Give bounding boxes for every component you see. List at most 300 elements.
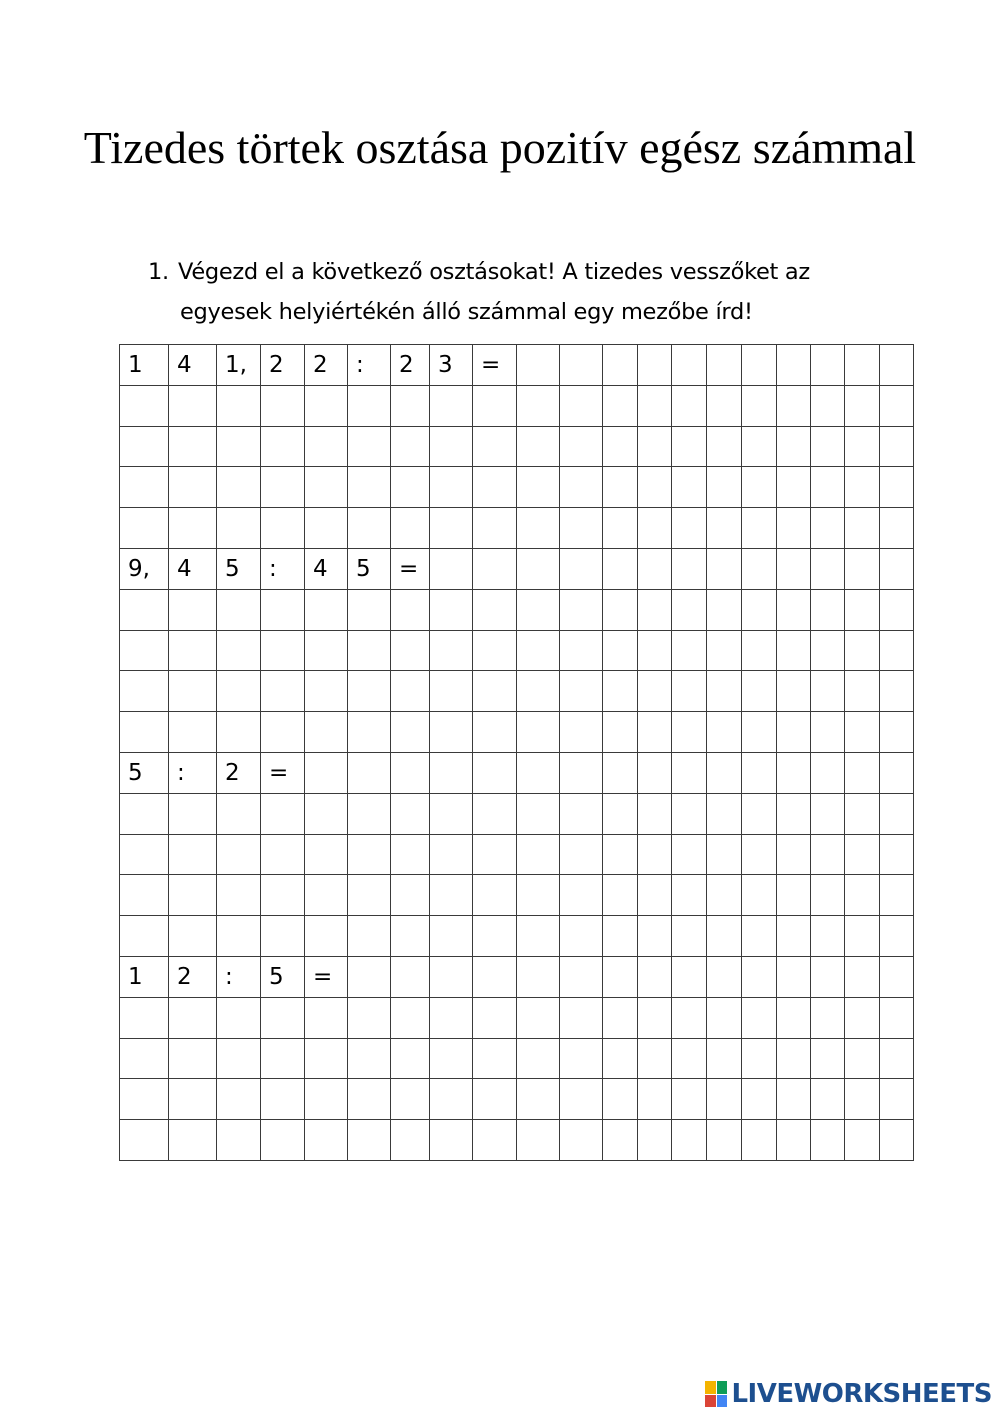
grid-cell-input[interactable] — [120, 1120, 169, 1161]
grid-cell-input[interactable] — [672, 508, 707, 549]
grid-cell-input[interactable] — [560, 467, 603, 508]
grid-cell-input[interactable] — [672, 712, 707, 753]
grid-cell-input[interactable] — [391, 793, 430, 834]
grid-cell-input[interactable] — [560, 671, 603, 712]
grid-cell-input[interactable] — [261, 834, 305, 875]
grid-cell-input[interactable] — [348, 752, 391, 793]
grid-cell-input[interactable] — [169, 467, 217, 508]
grid-cell-input[interactable] — [777, 671, 811, 712]
grid-cell-input[interactable] — [603, 630, 638, 671]
grid-cell-input[interactable] — [811, 385, 845, 426]
grid-cell-input[interactable] — [169, 385, 217, 426]
grid-cell-input[interactable] — [261, 997, 305, 1038]
grid-cell-input[interactable] — [707, 467, 742, 508]
grid-cell-input[interactable] — [261, 508, 305, 549]
grid-cell-input[interactable] — [430, 916, 473, 957]
grid-cell-input[interactable] — [742, 548, 777, 589]
grid-cell-input[interactable] — [638, 834, 672, 875]
grid-cell-input[interactable] — [880, 548, 914, 589]
grid-cell-input[interactable] — [473, 834, 517, 875]
grid-cell-input[interactable] — [845, 630, 880, 671]
grid-cell-input[interactable] — [120, 467, 169, 508]
grid-cell-input[interactable] — [603, 508, 638, 549]
grid-cell-input[interactable] — [120, 1038, 169, 1079]
grid-cell-input[interactable] — [742, 385, 777, 426]
grid-cell-input[interactable] — [672, 793, 707, 834]
grid-cell-input[interactable] — [707, 345, 742, 386]
grid-cell-input[interactable] — [880, 426, 914, 467]
grid-cell-input[interactable] — [261, 426, 305, 467]
grid-cell-input[interactable] — [560, 345, 603, 386]
grid-cell-input[interactable] — [811, 548, 845, 589]
grid-cell-input[interactable] — [811, 1079, 845, 1120]
grid-cell-input[interactable] — [845, 875, 880, 916]
grid-cell-input[interactable] — [672, 997, 707, 1038]
grid-cell-input[interactable] — [391, 1120, 430, 1161]
grid-cell-input[interactable] — [811, 1038, 845, 1079]
grid-cell-input[interactable] — [348, 1120, 391, 1161]
grid-cell-input[interactable] — [777, 467, 811, 508]
grid-cell-input[interactable] — [560, 875, 603, 916]
grid-cell-input[interactable] — [217, 997, 261, 1038]
grid-cell-input[interactable] — [517, 875, 560, 916]
grid-cell-input[interactable] — [391, 1038, 430, 1079]
grid-cell-input[interactable] — [638, 426, 672, 467]
grid-cell-input[interactable] — [845, 752, 880, 793]
grid-cell-input[interactable] — [603, 1079, 638, 1120]
grid-cell-input[interactable] — [672, 385, 707, 426]
grid-cell-input[interactable] — [845, 834, 880, 875]
grid-cell-input[interactable] — [880, 508, 914, 549]
grid-cell-input[interactable] — [473, 671, 517, 712]
grid-cell-input[interactable] — [261, 712, 305, 753]
grid-cell-input[interactable] — [811, 508, 845, 549]
grid-cell-input[interactable] — [473, 467, 517, 508]
grid-cell-input[interactable] — [430, 508, 473, 549]
grid-cell-input[interactable] — [473, 997, 517, 1038]
grid-cell-input[interactable] — [348, 385, 391, 426]
grid-cell-input[interactable] — [169, 1120, 217, 1161]
grid-cell-input[interactable] — [169, 426, 217, 467]
grid-cell-input[interactable] — [880, 793, 914, 834]
grid-cell-input[interactable] — [305, 875, 348, 916]
grid-cell-input[interactable] — [638, 630, 672, 671]
grid-cell-input[interactable] — [560, 1079, 603, 1120]
grid-cell-input[interactable] — [880, 875, 914, 916]
grid-cell-input[interactable] — [217, 426, 261, 467]
grid-cell-input[interactable] — [672, 671, 707, 712]
grid-cell-input[interactable] — [560, 1120, 603, 1161]
grid-cell-input[interactable] — [391, 508, 430, 549]
grid-cell-input[interactable] — [391, 752, 430, 793]
grid-cell-input[interactable] — [430, 548, 473, 589]
grid-cell-input[interactable] — [560, 508, 603, 549]
grid-cell-input[interactable] — [603, 548, 638, 589]
grid-cell-input[interactable] — [845, 548, 880, 589]
grid-cell-input[interactable] — [742, 712, 777, 753]
grid-cell-input[interactable] — [473, 712, 517, 753]
grid-cell-input[interactable] — [707, 712, 742, 753]
grid-cell-input[interactable] — [261, 1038, 305, 1079]
grid-cell-input[interactable] — [707, 671, 742, 712]
grid-cell-input[interactable] — [517, 345, 560, 386]
grid-cell-input[interactable] — [742, 793, 777, 834]
grid-cell-input[interactable] — [348, 834, 391, 875]
grid-cell-input[interactable] — [811, 630, 845, 671]
grid-cell-input[interactable] — [348, 712, 391, 753]
grid-cell-input[interactable] — [560, 916, 603, 957]
grid-cell-input[interactable] — [845, 385, 880, 426]
grid-cell-input[interactable] — [560, 630, 603, 671]
grid-cell-input[interactable] — [430, 671, 473, 712]
grid-cell-input[interactable] — [217, 385, 261, 426]
grid-cell-input[interactable] — [517, 997, 560, 1038]
grid-cell-input[interactable] — [217, 1120, 261, 1161]
grid-cell-input[interactable] — [430, 793, 473, 834]
grid-cell-input[interactable] — [391, 1079, 430, 1120]
grid-cell-input[interactable] — [473, 1038, 517, 1079]
grid-cell-input[interactable] — [560, 793, 603, 834]
grid-cell-input[interactable] — [305, 1038, 348, 1079]
grid-cell-input[interactable] — [672, 426, 707, 467]
grid-cell-input[interactable] — [473, 956, 517, 997]
grid-cell-input[interactable] — [517, 589, 560, 630]
grid-cell-input[interactable] — [169, 712, 217, 753]
grid-cell-input[interactable] — [845, 956, 880, 997]
grid-cell-input[interactable] — [120, 385, 169, 426]
grid-cell-input[interactable] — [517, 956, 560, 997]
grid-cell-input[interactable] — [430, 589, 473, 630]
grid-cell-input[interactable] — [517, 793, 560, 834]
grid-cell-input[interactable] — [707, 508, 742, 549]
grid-cell-input[interactable] — [880, 752, 914, 793]
grid-cell-input[interactable] — [742, 916, 777, 957]
grid-cell-input[interactable] — [707, 630, 742, 671]
grid-cell-input[interactable] — [348, 1038, 391, 1079]
grid-cell-input[interactable] — [391, 426, 430, 467]
grid-cell-input[interactable] — [517, 712, 560, 753]
grid-cell-input[interactable] — [742, 875, 777, 916]
grid-cell-input[interactable] — [742, 671, 777, 712]
grid-cell-input[interactable] — [120, 916, 169, 957]
grid-cell-input[interactable] — [845, 589, 880, 630]
grid-cell-input[interactable] — [707, 997, 742, 1038]
grid-cell-input[interactable] — [777, 508, 811, 549]
grid-cell-input[interactable] — [430, 630, 473, 671]
grid-cell-input[interactable] — [120, 793, 169, 834]
grid-cell-input[interactable] — [473, 1079, 517, 1120]
grid-cell-input[interactable] — [707, 1120, 742, 1161]
grid-cell-input[interactable] — [777, 345, 811, 386]
grid-cell-input[interactable] — [707, 426, 742, 467]
grid-cell-input[interactable] — [348, 916, 391, 957]
grid-cell-input[interactable] — [217, 712, 261, 753]
grid-cell-input[interactable] — [845, 712, 880, 753]
grid-cell-input[interactable] — [777, 385, 811, 426]
grid-cell-input[interactable] — [430, 1079, 473, 1120]
grid-cell-input[interactable] — [707, 916, 742, 957]
grid-cell-input[interactable] — [169, 834, 217, 875]
grid-cell-input[interactable] — [880, 1038, 914, 1079]
grid-cell-input[interactable] — [473, 875, 517, 916]
grid-cell-input[interactable] — [777, 997, 811, 1038]
grid-cell-input[interactable] — [707, 1079, 742, 1120]
grid-cell-input[interactable] — [845, 1038, 880, 1079]
grid-cell-input[interactable] — [261, 467, 305, 508]
grid-cell-input[interactable] — [305, 426, 348, 467]
grid-cell-input[interactable] — [603, 345, 638, 386]
grid-cell-input[interactable] — [845, 467, 880, 508]
grid-cell-input[interactable] — [217, 916, 261, 957]
grid-cell-input[interactable] — [473, 548, 517, 589]
grid-cell-input[interactable] — [672, 916, 707, 957]
grid-cell-input[interactable] — [603, 589, 638, 630]
grid-cell-input[interactable] — [517, 385, 560, 426]
grid-cell-input[interactable] — [261, 916, 305, 957]
grid-cell-input[interactable] — [742, 589, 777, 630]
grid-cell-input[interactable] — [880, 997, 914, 1038]
grid-cell-input[interactable] — [742, 467, 777, 508]
grid-cell-input[interactable] — [430, 467, 473, 508]
grid-cell-input[interactable] — [777, 834, 811, 875]
grid-cell-input[interactable] — [305, 589, 348, 630]
grid-cell-input[interactable] — [348, 467, 391, 508]
grid-cell-input[interactable] — [880, 916, 914, 957]
grid-cell-input[interactable] — [742, 1079, 777, 1120]
grid-cell-input[interactable] — [707, 956, 742, 997]
grid-cell-input[interactable] — [169, 997, 217, 1038]
grid-cell-input[interactable] — [845, 426, 880, 467]
grid-cell-input[interactable] — [707, 834, 742, 875]
grid-cell-input[interactable] — [811, 997, 845, 1038]
grid-cell-input[interactable] — [261, 385, 305, 426]
grid-cell-input[interactable] — [430, 1120, 473, 1161]
grid-cell-input[interactable] — [261, 1120, 305, 1161]
grid-cell-input[interactable] — [777, 712, 811, 753]
grid-cell-input[interactable] — [638, 752, 672, 793]
grid-cell-input[interactable] — [880, 630, 914, 671]
grid-cell-input[interactable] — [638, 1038, 672, 1079]
grid-cell-input[interactable] — [391, 997, 430, 1038]
grid-cell-input[interactable] — [672, 1120, 707, 1161]
grid-cell-input[interactable] — [707, 548, 742, 589]
grid-cell-input[interactable] — [169, 793, 217, 834]
grid-cell-input[interactable] — [603, 875, 638, 916]
grid-cell-input[interactable] — [560, 752, 603, 793]
grid-cell-input[interactable] — [517, 508, 560, 549]
grid-cell-input[interactable] — [473, 508, 517, 549]
grid-cell-input[interactable] — [560, 834, 603, 875]
grid-cell-input[interactable] — [742, 834, 777, 875]
grid-cell-input[interactable] — [517, 426, 560, 467]
grid-cell-input[interactable] — [707, 752, 742, 793]
grid-cell-input[interactable] — [348, 630, 391, 671]
grid-cell-input[interactable] — [430, 875, 473, 916]
grid-cell-input[interactable] — [517, 671, 560, 712]
grid-cell-input[interactable] — [305, 752, 348, 793]
grid-cell-input[interactable] — [517, 1038, 560, 1079]
grid-cell-input[interactable] — [120, 712, 169, 753]
grid-cell-input[interactable] — [120, 589, 169, 630]
grid-cell-input[interactable] — [169, 630, 217, 671]
grid-cell-input[interactable] — [517, 1079, 560, 1120]
grid-cell-input[interactable] — [603, 956, 638, 997]
grid-cell-input[interactable] — [777, 548, 811, 589]
grid-cell-input[interactable] — [638, 1079, 672, 1120]
grid-cell-input[interactable] — [603, 426, 638, 467]
grid-cell-input[interactable] — [305, 712, 348, 753]
grid-cell-input[interactable] — [217, 508, 261, 549]
grid-cell-input[interactable] — [391, 630, 430, 671]
grid-cell-input[interactable] — [811, 345, 845, 386]
grid-cell-input[interactable] — [348, 426, 391, 467]
grid-cell-input[interactable] — [603, 834, 638, 875]
grid-cell-input[interactable] — [305, 793, 348, 834]
grid-cell-input[interactable] — [305, 630, 348, 671]
grid-cell-input[interactable] — [560, 1038, 603, 1079]
grid-cell-input[interactable] — [672, 956, 707, 997]
grid-cell-input[interactable] — [120, 426, 169, 467]
grid-cell-input[interactable] — [777, 956, 811, 997]
grid-cell-input[interactable] — [305, 1079, 348, 1120]
grid-cell-input[interactable] — [672, 548, 707, 589]
grid-cell-input[interactable] — [742, 345, 777, 386]
grid-cell-input[interactable] — [777, 752, 811, 793]
grid-cell-input[interactable] — [120, 1079, 169, 1120]
grid-cell-input[interactable] — [880, 671, 914, 712]
grid-cell-input[interactable] — [672, 467, 707, 508]
grid-cell-input[interactable] — [845, 345, 880, 386]
grid-cell-input[interactable] — [169, 1038, 217, 1079]
grid-cell-input[interactable] — [348, 793, 391, 834]
grid-cell-input[interactable] — [120, 875, 169, 916]
grid-cell-input[interactable] — [169, 875, 217, 916]
grid-cell-input[interactable] — [261, 793, 305, 834]
grid-cell-input[interactable] — [638, 385, 672, 426]
grid-cell-input[interactable] — [811, 916, 845, 957]
grid-cell-input[interactable] — [517, 752, 560, 793]
grid-cell-input[interactable] — [777, 1079, 811, 1120]
grid-cell-input[interactable] — [430, 752, 473, 793]
grid-cell-input[interactable] — [430, 385, 473, 426]
grid-cell-input[interactable] — [603, 712, 638, 753]
grid-cell-input[interactable] — [348, 508, 391, 549]
grid-cell-input[interactable] — [430, 712, 473, 753]
grid-cell-input[interactable] — [169, 1079, 217, 1120]
grid-cell-input[interactable] — [391, 671, 430, 712]
grid-cell-input[interactable] — [880, 345, 914, 386]
grid-cell-input[interactable] — [880, 956, 914, 997]
grid-cell-input[interactable] — [638, 1120, 672, 1161]
grid-cell-input[interactable] — [811, 712, 845, 753]
grid-cell-input[interactable] — [517, 548, 560, 589]
grid-cell-input[interactable] — [217, 834, 261, 875]
grid-cell-input[interactable] — [742, 1120, 777, 1161]
grid-cell-input[interactable] — [742, 997, 777, 1038]
grid-cell-input[interactable] — [348, 1079, 391, 1120]
grid-cell-input[interactable] — [430, 997, 473, 1038]
grid-cell-input[interactable] — [603, 793, 638, 834]
grid-cell-input[interactable] — [430, 1038, 473, 1079]
grid-cell-input[interactable] — [261, 589, 305, 630]
grid-cell-input[interactable] — [120, 630, 169, 671]
grid-cell-input[interactable] — [473, 793, 517, 834]
grid-cell-input[interactable] — [742, 630, 777, 671]
grid-cell-input[interactable] — [707, 1038, 742, 1079]
grid-cell-input[interactable] — [217, 1038, 261, 1079]
grid-cell-input[interactable] — [217, 793, 261, 834]
grid-cell-input[interactable] — [560, 997, 603, 1038]
grid-cell-input[interactable] — [672, 875, 707, 916]
grid-cell-input[interactable] — [603, 671, 638, 712]
grid-cell-input[interactable] — [261, 875, 305, 916]
grid-cell-input[interactable] — [777, 916, 811, 957]
grid-cell-input[interactable] — [638, 548, 672, 589]
grid-cell-input[interactable] — [777, 1038, 811, 1079]
grid-cell-input[interactable] — [672, 834, 707, 875]
grid-cell-input[interactable] — [305, 834, 348, 875]
grid-cell-input[interactable] — [638, 589, 672, 630]
grid-cell-input[interactable] — [811, 752, 845, 793]
grid-cell-input[interactable] — [845, 916, 880, 957]
grid-cell-input[interactable] — [391, 467, 430, 508]
grid-cell-input[interactable] — [742, 956, 777, 997]
grid-cell-input[interactable] — [845, 671, 880, 712]
grid-cell-input[interactable] — [560, 385, 603, 426]
grid-cell-input[interactable] — [305, 385, 348, 426]
grid-cell-input[interactable] — [707, 589, 742, 630]
grid-cell-input[interactable] — [348, 956, 391, 997]
grid-cell-input[interactable] — [391, 712, 430, 753]
grid-cell-input[interactable] — [638, 793, 672, 834]
grid-cell-input[interactable] — [811, 1120, 845, 1161]
grid-cell-input[interactable] — [672, 1079, 707, 1120]
grid-cell-input[interactable] — [120, 997, 169, 1038]
grid-cell-input[interactable] — [845, 793, 880, 834]
grid-cell-input[interactable] — [777, 1120, 811, 1161]
grid-cell-input[interactable] — [560, 548, 603, 589]
grid-cell-input[interactable] — [603, 916, 638, 957]
grid-cell-input[interactable] — [305, 508, 348, 549]
grid-cell-input[interactable] — [217, 589, 261, 630]
grid-cell-input[interactable] — [305, 997, 348, 1038]
grid-cell-input[interactable] — [169, 671, 217, 712]
grid-cell-input[interactable] — [120, 508, 169, 549]
grid-cell-input[interactable] — [777, 589, 811, 630]
grid-cell-input[interactable] — [473, 630, 517, 671]
grid-cell-input[interactable] — [169, 916, 217, 957]
grid-cell-input[interactable] — [638, 916, 672, 957]
grid-cell-input[interactable] — [473, 426, 517, 467]
grid-cell-input[interactable] — [348, 875, 391, 916]
grid-cell-input[interactable] — [672, 589, 707, 630]
grid-cell-input[interactable] — [430, 426, 473, 467]
grid-cell-input[interactable] — [638, 508, 672, 549]
grid-cell-input[interactable] — [880, 1079, 914, 1120]
grid-cell-input[interactable] — [473, 1120, 517, 1161]
grid-cell-input[interactable] — [473, 752, 517, 793]
grid-cell-input[interactable] — [217, 1079, 261, 1120]
grid-cell-input[interactable] — [391, 385, 430, 426]
grid-cell-input[interactable] — [880, 467, 914, 508]
grid-cell-input[interactable] — [880, 385, 914, 426]
grid-cell-input[interactable] — [880, 1120, 914, 1161]
grid-cell-input[interactable] — [672, 630, 707, 671]
grid-cell-input[interactable] — [777, 630, 811, 671]
grid-cell-input[interactable] — [305, 671, 348, 712]
grid-cell-input[interactable] — [430, 834, 473, 875]
grid-cell-input[interactable] — [261, 630, 305, 671]
